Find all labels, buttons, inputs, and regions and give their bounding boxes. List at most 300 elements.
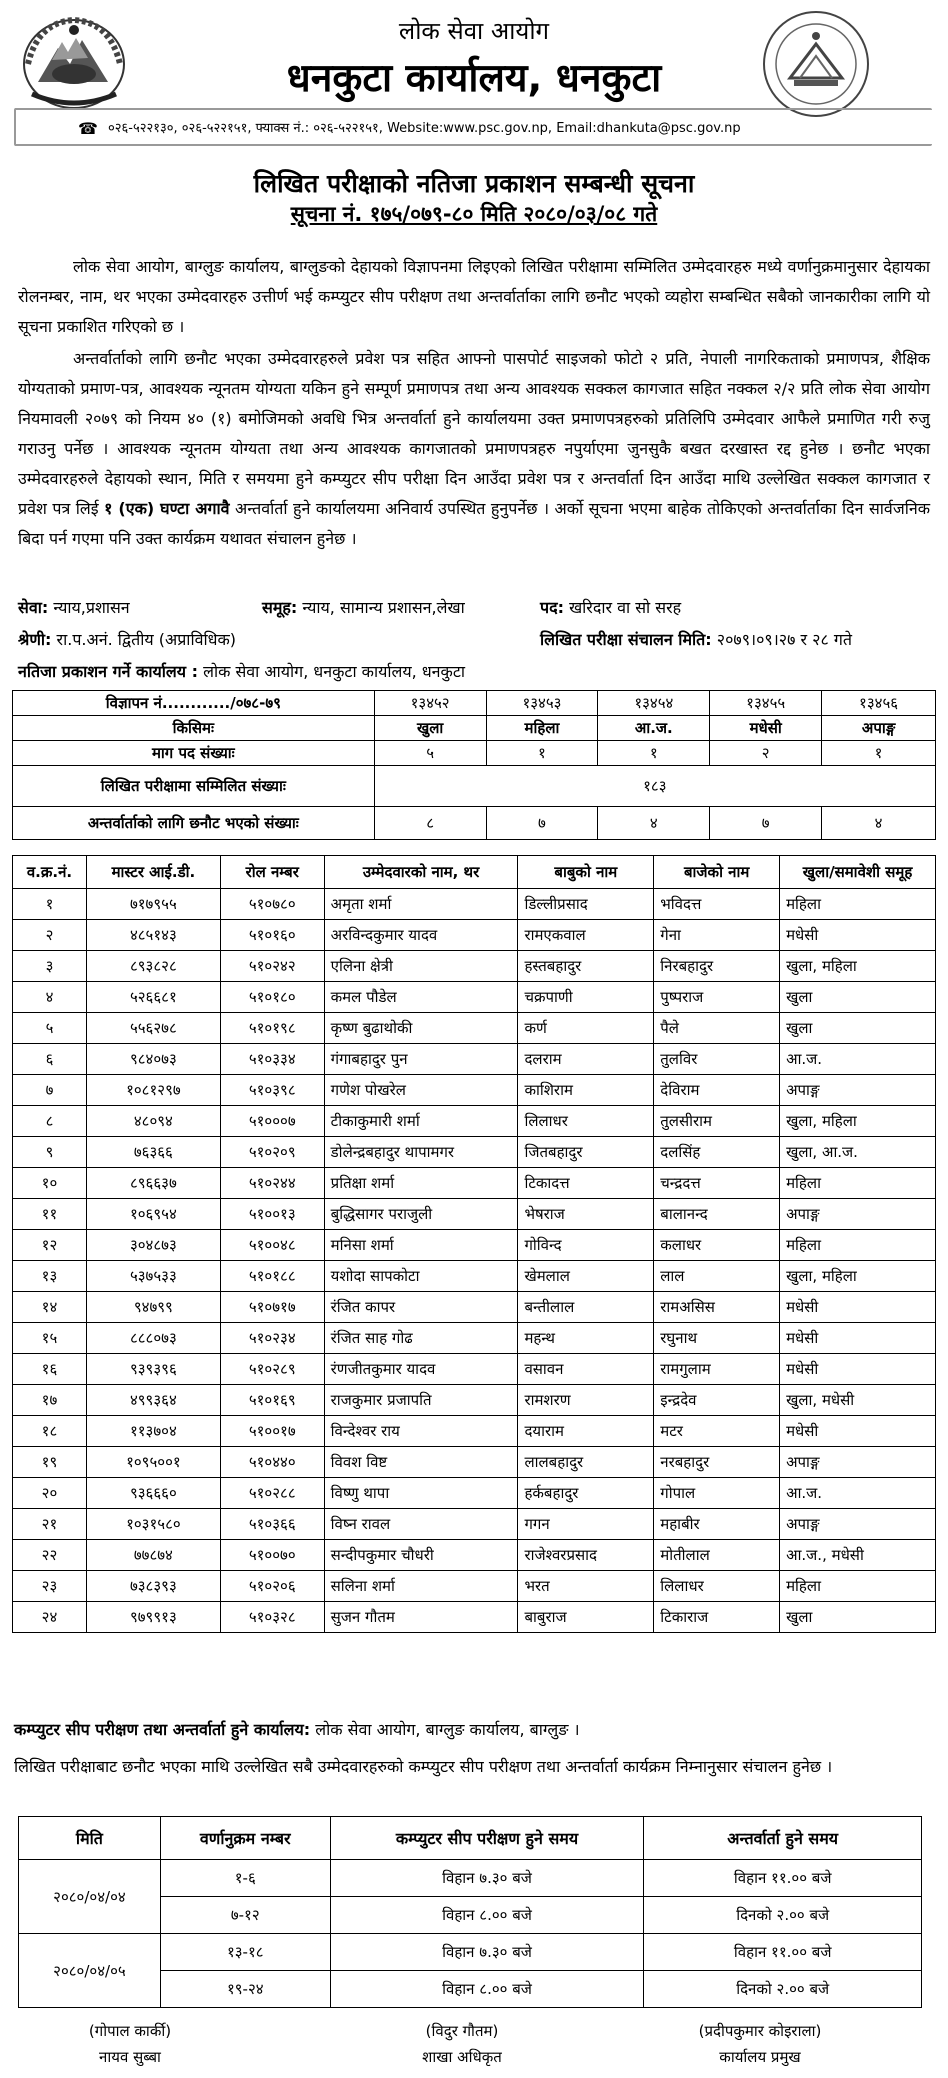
cell-sn: १ [13,889,87,920]
cell-grandfather: गोपाल [654,1478,780,1509]
col-header-grandfather: बाजेको नाम [654,856,780,889]
selected-cell: ७ [710,807,822,840]
table-row [13,1261,936,1292]
paragraph-intro: लोक सेवा आयोग, बाग्लुङ कार्यालय, बाग्लुङको देहायको विज्ञापनमा लिइएको लिखित परीक्षामा सम्मिलित उम्मेदवारहरु मध्ये वर्णानुक्रमानुसार देहायका रोलनम्बर, नाम, थर भएका उम्मेदवारहरु उत्तीर्ण भई कम्प्युटर सीप परीक्षण तथा अन्तर्वार्ताका लागि छनौट भएको व्यहोरा सम्बन्धित सबैको जानकारीका लागि यो सूचना प्रकाशित गरिएको छ । [18,257,930,336]
cell-master-id: ७१७९५५ [86,889,220,920]
cell-father: भेषराज [518,1199,654,1230]
selected-cell: ७ [486,807,598,840]
cell-name: विष्न रावल [324,1509,518,1540]
cell-grandfather: मोतीलाल [654,1540,780,1571]
cell-name: सुजन गौतम [324,1602,518,1633]
signature-block [362,2018,562,2070]
cell-master-id: ४८५१४३ [86,920,220,951]
cell-grandfather: बालानन्द [654,1199,780,1230]
cell-master-id: ८९३८२८ [86,951,220,982]
cell-grandfather: देविराम [654,1075,780,1106]
cell-grandfather: इन्द्रदेव [654,1385,780,1416]
paragraph-schedule: लिखित परीक्षाबाट छनौट भएका माथि उल्लेखित सबै उम्मेदवारहरुको कम्प्युटर सीप परीक्षण तथा अन्तर्वार्ता कार्यक्रम निम्नानुसार संचालन हुनेछ । [14,1757,833,1776]
shreni-value: रा.प.अनं. द्वितीय (अप्राविधिक) [51,630,237,649]
sched-header-date: मिति [19,1817,161,1860]
sched-interview-time: दिनको २.०० बजे [644,1897,922,1934]
table-row [13,1168,936,1199]
cell-sn: ९ [13,1137,87,1168]
pad-field [540,596,681,620]
seva-field [18,596,130,620]
cell-group: खुला [780,982,936,1013]
cell-master-id: ७३८३९३ [86,1571,220,1602]
cell-sn: १३ [13,1261,87,1292]
cell-father: खेमलाल [518,1261,654,1292]
vacancy-row-adv [13,691,936,716]
cell-group: आ.ज. [780,1044,936,1075]
office-name: धनकुटा कार्यालय, धनकुटा [286,56,662,101]
cell-sn: २२ [13,1540,87,1571]
appeared-label: लिखित परीक्षामा सम्मिलित संख्याः [13,766,375,807]
sched-date: २०८०/०४/०५ [19,1934,161,2008]
sched-range: १-६ [160,1860,330,1897]
letterhead [0,0,948,155]
cell-sn: १२ [13,1230,87,1261]
cell-roll: ५१०२३४ [220,1323,324,1354]
publisher-label: नतिजा प्रकाशन गर्ने कार्यालय : [18,662,199,681]
cell-grandfather: निरबहादुर [654,951,780,982]
cell-roll: ५१०२४२ [220,951,324,982]
cell-roll: ५१०३६६ [220,1509,324,1540]
cell-name: अमृता शर्मा [324,889,518,920]
demand-cell: १ [598,741,710,766]
cell-grandfather: मटर [654,1416,780,1447]
cell-sn: १० [13,1168,87,1199]
seva-value: न्याय,प्रशासन [48,598,130,617]
instructions-emphasis: १ (एक) घण्टा अगावै [104,499,230,518]
cell-name: बुद्धिसागर पराजुली [324,1199,518,1230]
table-row [13,1323,936,1354]
pad-value: खरिदार वा सो सरह [563,598,682,617]
cell-master-id: ९८४०७३ [86,1044,220,1075]
cell-grandfather: तुलविर [654,1044,780,1075]
cell-group: महिला [780,1230,936,1261]
contact-bar [14,108,932,146]
cell-sn: २ [13,920,87,951]
selected-cell: ४ [598,807,710,840]
schedule-row [19,1860,922,1897]
cell-group: आ.ज., मधेसी [780,1540,936,1571]
cell-sn: ११ [13,1199,87,1230]
cell-name: सन्दीपकुमार चौधरी [324,1540,518,1571]
exam-date-label: लिखित परीक्षा संचालन मिति: [540,630,712,649]
cell-name: डोलेन्द्रबहादुर थापामगर [324,1137,518,1168]
venue-line [14,1718,580,1740]
cell-grandfather: पुष्पराज [654,982,780,1013]
cell-sn: ८ [13,1106,87,1137]
sched-computer-time: विहान ७.३० बजे [330,1934,644,1971]
notice-title: लिखित परीक्षाको नतिजा प्रकाशन सम्बन्धी सूचना [253,169,695,198]
paragraph-instructions [18,344,930,554]
cell-roll: ५१०१८० [220,982,324,1013]
table-row [13,1602,936,1633]
cell-group: अपाङ्ग [780,1199,936,1230]
demand-label: माग पद संख्याः [13,741,375,766]
cell-roll: ५१०१९८ [220,1013,324,1044]
type-cell: आ.ज. [598,716,710,741]
type-cell: मधेसी [710,716,822,741]
cell-group: खुला [780,1602,936,1633]
sched-header-range: वर्णानुक्रम नम्बर [160,1817,330,1860]
cell-grandfather: तुलसीराम [654,1106,780,1137]
cell-master-id: ७६३६६ [86,1137,220,1168]
col-header-sn: व.क्र.नं. [13,856,87,889]
cell-father: रामएकवाल [518,920,654,951]
exam-date-value: २०७९।०९।२७ र २८ गते [711,630,853,649]
demand-cell: २ [710,741,822,766]
cell-name: विष्णु थापा [324,1478,518,1509]
cell-roll: ५१०७१७ [220,1292,324,1323]
cell-father: रामशरण [518,1385,654,1416]
cell-name: सलिना शर्मा [324,1571,518,1602]
cell-name: मनिसा शर्मा [324,1230,518,1261]
publisher-field [18,660,465,684]
cell-roll: ५१००१७ [220,1416,324,1447]
cell-sn: १९ [13,1447,87,1478]
vacancy-row-appeared [13,766,936,807]
cell-grandfather: रामअसिस [654,1292,780,1323]
cell-group: मधेसी [780,1416,936,1447]
cell-grandfather: भविदत्त [654,889,780,920]
vacancy-row-type [13,716,936,741]
cell-name: कृष्ण बुढाथोकी [324,1013,518,1044]
demand-cell: १ [486,741,598,766]
cell-father: गगन [518,1509,654,1540]
cell-sn: १६ [13,1354,87,1385]
cell-roll: ५१००७० [220,1540,324,1571]
cell-master-id: ९७९९१३ [86,1602,220,1633]
type-label: किसिमः [13,716,375,741]
table-row [13,1354,936,1385]
cell-roll: ५१०१८८ [220,1261,324,1292]
cell-roll: ५१०३९८ [220,1075,324,1106]
cell-roll: ५१०१६९ [220,1385,324,1416]
cell-father: दलराम [518,1044,654,1075]
venue-value: लोक सेवा आयोग, बाग्लुङ कार्यालय, बाग्लुङ । [310,1720,580,1739]
signatory-name: (प्रदीपकुमार कोइराला) [698,2022,822,2040]
table-row [13,1044,936,1075]
cell-group: अपाङ्ग [780,1447,936,1478]
adv-label: विज्ञापन नं............/०७८-७९ [13,691,375,716]
cell-master-id: १०९५००१ [86,1447,220,1478]
sched-interview-time: विहान ११.०० बजे [644,1934,922,1971]
pad-label: पद: [540,598,564,617]
cell-master-id: १०८१२९७ [86,1075,220,1106]
contact-details: ०२६-५२२१३०, ०२६-५२२१५१, फ्याक्स नं.: ०२६-५२२१५१, Website:www.psc.gov.np, Email:dhankuta@psc.gov.np [108,121,741,136]
schedule-row [19,1934,922,1971]
signature-block [30,2018,230,2070]
cell-sn: १७ [13,1385,87,1416]
cell-name: विवश विष्ट [324,1447,518,1478]
table-row [13,1199,936,1230]
exam-date-field [540,628,852,652]
cell-master-id: ९३९३९६ [86,1354,220,1385]
publisher-value: लोक सेवा आयोग, धनकुटा कार्यालय, धनकुटा [198,662,466,681]
cell-grandfather: चन्द्रदत्त [654,1168,780,1199]
cell-roll: ५१०२०६ [220,1571,324,1602]
sched-computer-time: विहान ८.०० बजे [330,1897,644,1934]
schedule-header-row [19,1817,922,1860]
cell-sn: ६ [13,1044,87,1075]
cell-group: अपाङ्ग [780,1509,936,1540]
cell-father: महन्थ [518,1323,654,1354]
sched-range: ७-१२ [160,1897,330,1934]
cell-grandfather: टिकाराज [654,1602,780,1633]
table-row [13,1230,936,1261]
signatory-name: (गोपाल कार्की) [88,2022,172,2040]
cell-master-id: ९३६६६० [86,1478,220,1509]
cell-name: रंणजीतकुमार यादव [324,1354,518,1385]
demand-cell: १ [822,741,936,766]
cell-sn: २४ [13,1602,87,1633]
cell-master-id: ११३७०४ [86,1416,220,1447]
cell-grandfather: कलाधर [654,1230,780,1261]
cell-father: बन्तीलाल [518,1292,654,1323]
cell-name: प्रतिक्षा शर्मा [324,1168,518,1199]
sched-range: १३-१८ [160,1934,330,1971]
cell-grandfather: नरबहादुर [654,1447,780,1478]
cell-master-id: ७७८७४ [86,1540,220,1571]
table-row [13,920,936,951]
cell-group: खुला, महिला [780,1261,936,1292]
samuha-value: न्याय, सामान्य प्रशासन,लेखा [297,598,465,617]
cell-sn: ७ [13,1075,87,1106]
table-row [13,1292,936,1323]
cell-father: गोविन्द [518,1230,654,1261]
cell-father: राजेश्वरप्रसाद [518,1540,654,1571]
cell-name: कमल पौडेल [324,982,518,1013]
cell-grandfather: महाबीर [654,1509,780,1540]
cell-master-id: ५२६६८१ [86,982,220,1013]
sched-interview-time: विहान ११.०० बजे [644,1860,922,1897]
instructions-text-end: अन्तर्वार्ता हुने कार्यालयमा अनिवार्य उपस्थित हुनुपर्नेछ । अर्को सूचना भएमा बाहेक तोकिएको अन्तर्वार्ताका दिन सार्वजनिक बिदा पर्न गएमा पनि उक्त कार्यक्रम यथावत संचालन हुनेछ । [18,499,931,548]
col-header-roll: रोल नम्बर [220,856,324,889]
cell-group: महिला [780,889,936,920]
cell-grandfather: लिलाधर [654,1571,780,1602]
cell-father: लालबहादुर [518,1447,654,1478]
cell-grandfather: पैले [654,1013,780,1044]
telephone-icon: ☎ [78,119,98,138]
cell-roll: ५१०२०९ [220,1137,324,1168]
adv-no: १३४५२ [374,691,486,716]
cell-father: चक्रपाणी [518,982,654,1013]
cell-group: खुला, आ.ज. [780,1137,936,1168]
samuha-label: समूह: [262,598,298,617]
cell-sn: २० [13,1478,87,1509]
cell-father: लिलाधर [518,1106,654,1137]
table-row [13,1540,936,1571]
cell-group: मधेसी [780,1292,936,1323]
seva-label: सेवा: [18,598,49,617]
cell-grandfather: गेना [654,920,780,951]
cell-name: अरविन्दकुमार यादव [324,920,518,951]
cell-master-id: १०३१५८० [86,1509,220,1540]
vacancy-table [12,690,936,840]
cell-group: महिला [780,1571,936,1602]
cell-sn: ४ [13,982,87,1013]
samuha-field [262,596,465,620]
sched-computer-time: विहान ८.०० बजे [330,1971,644,2008]
cell-father: काशिराम [518,1075,654,1106]
cell-father: कर्ण [518,1013,654,1044]
notice-subtitle: सूचना नं. १७५/०७९-८० मिति २०८०/०३/०८ गते [290,202,658,226]
cell-sn: ३ [13,951,87,982]
cell-master-id: ३०४८७३ [86,1230,220,1261]
cell-name: राजकुमार प्रजापति [324,1385,518,1416]
col-header-father: बाबुको नाम [518,856,654,889]
table-row [13,1013,936,1044]
cell-father: डिल्लीप्रसाद [518,889,654,920]
signatory-name: (विदुर गौतम) [425,2022,499,2040]
type-cell: महिला [486,716,598,741]
cell-group: खुला, मधेसी [780,1385,936,1416]
cell-roll: ५१०४४० [220,1447,324,1478]
candidate-rows [13,889,936,1633]
cell-master-id: ८८८०७३ [86,1323,220,1354]
cell-sn: ५ [13,1013,87,1044]
cell-father: टिकादत्त [518,1168,654,1199]
sched-date: २०८०/०४/०४ [19,1860,161,1934]
col-header-name: उम्मेदवारको नाम, थर [324,856,518,889]
cell-roll: ५१०००७ [220,1106,324,1137]
selected-label: अन्तर्वार्ताको लागि छनौट भएको संख्याः [13,807,375,840]
cell-roll: ५१०२८९ [220,1354,324,1385]
schedule-table [18,1816,922,2008]
org-name: लोक सेवा आयोग [398,17,550,45]
table-row [13,1075,936,1106]
sched-header-interview: अन्तर्वार्ता हुने समय [644,1817,922,1860]
cell-roll: ५१०३२८ [220,1602,324,1633]
cell-name: गणेश पोखरेल [324,1075,518,1106]
table-row [13,951,936,982]
cell-grandfather: रघुनाथ [654,1323,780,1354]
adv-no: १३४५६ [822,691,936,716]
cell-father: भरत [518,1571,654,1602]
cell-name: टीकाकुमारी शर्मा [324,1106,518,1137]
cell-name: एलिना क्षेत्री [324,951,518,982]
table-row [13,982,936,1013]
table-row [13,1137,936,1168]
cell-master-id: ९४७९९ [86,1292,220,1323]
cell-sn: १४ [13,1292,87,1323]
table-row [13,1509,936,1540]
venue-label: कम्प्युटर सीप परीक्षण तथा अन्तर्वार्ता हुने कार्यालय: [14,1720,311,1739]
vacancy-row-selected [13,807,936,840]
candidate-table [12,855,936,1633]
cell-roll: ५१०२८८ [220,1478,324,1509]
cell-roll: ५१०७८० [220,889,324,920]
cell-master-id: ४९९३६४ [86,1385,220,1416]
signatory-title: नायव सुब्बा [99,2048,161,2066]
table-row [13,889,936,920]
cell-name: रंजित साह गोढ [324,1323,518,1354]
table-row [13,1416,936,1447]
cell-roll: ५१००४८ [220,1230,324,1261]
cell-master-id: ५३७५३३ [86,1261,220,1292]
col-header-group: खुला/समावेशी समूह [780,856,936,889]
cell-sn: २३ [13,1571,87,1602]
cell-group: अपाङ्ग [780,1075,936,1106]
cell-group: खुला, महिला [780,1106,936,1137]
vacancy-row-demand [13,741,936,766]
adv-no: १३४५३ [486,691,598,716]
sched-interview-time: दिनको २.०० बजे [644,1971,922,2008]
cell-grandfather: रामगुलाम [654,1354,780,1385]
type-cell: खुला [374,716,486,741]
cell-roll: ५१०२४४ [220,1168,324,1199]
table-row [13,1106,936,1137]
cell-group: मधेसी [780,920,936,951]
cell-father: हस्तबहादुर [518,951,654,982]
candidate-header-row [13,856,936,889]
cell-roll: ५१०१६० [220,920,324,951]
cell-group: आ.ज. [780,1478,936,1509]
cell-grandfather: लाल [654,1261,780,1292]
cell-sn: १५ [13,1323,87,1354]
cell-roll: ५१०३३४ [220,1044,324,1075]
cell-master-id: ८९६६३७ [86,1168,220,1199]
signatory-title: शाखा अधिकृत [422,2048,502,2066]
cell-sn: २१ [13,1509,87,1540]
selected-cell: ४ [822,807,936,840]
cell-group: खुला [780,1013,936,1044]
signatory-title: कार्यालय प्रमुख [719,2048,801,2066]
type-cell: अपाङ्ग [822,716,936,741]
cell-name: विन्देश्वर राय [324,1416,518,1447]
cell-name: गंगाबहादुर पुन [324,1044,518,1075]
cell-name: रंजित कापर [324,1292,518,1323]
cell-name: यशोदा सापकोटा [324,1261,518,1292]
table-row [13,1478,936,1509]
cell-father: वसावन [518,1354,654,1385]
adv-no: १३४५४ [598,691,710,716]
shreni-label: श्रेणी: [18,630,52,649]
cell-master-id: ४८०९४ [86,1106,220,1137]
appeared-cell: १८३ [374,766,935,807]
demand-cell: ५ [374,741,486,766]
signature-block [660,2018,860,2070]
cell-sn: १८ [13,1416,87,1447]
cell-roll: ५१००१३ [220,1199,324,1230]
cell-group: मधेसी [780,1354,936,1385]
cell-group: महिला [780,1168,936,1199]
cell-grandfather: दलसिंह [654,1137,780,1168]
sched-header-computer: कम्प्युटर सीप परीक्षण हुने समय [330,1817,644,1860]
selected-cell: ८ [374,807,486,840]
cell-father: हर्कबहादुर [518,1478,654,1509]
table-row [13,1447,936,1478]
col-header-master-id: मास्टर आई.डी. [86,856,220,889]
psc-seal-icon [760,8,872,120]
cell-father: जितबहादुर [518,1137,654,1168]
adv-no: १३४५५ [710,691,822,716]
table-row [13,1571,936,1602]
cell-group: खुला, महिला [780,951,936,982]
cell-group: मधेसी [780,1323,936,1354]
instructions-text: अन्तर्वार्ताको लागि छनौट भएका उम्मेदवारहरुले प्रवेश पत्र सहित आफ्नो पासपोर्ट साइजको फोटो २ प्रति, नेपाली नागरिकताको प्रमाणपत्र, शैक्षिक योग्यताको प्रमाण-पत्र, आवश्यक न्यूनतम योग्यता यकिन हुने सम्पूर्ण प्रमाणपत्र तथा अन्य आवश्यक सक्कल कागजात सहित नक्कल २/२ प्रति लोक सेवा आयोग नियमावली २०७९ को नियम ४० (१) बमोजिमको अवधि भित्र अन्तर्वार्ता हुने कार्यालयमा उक्त प्रमाणपत्रहरुको प्रतिलिपि उम्मेदवार आफैले प्रमाणित गरी रुजु गराउनु पर्नेछ । आवश्यक न्यूनतम योग्यता तथा अन्य आवश्यक कागजातको प्रमाणपत्रहरु नपुर्याएमा जुनसुकै बखत दरखास्त रद्द हुनेछ । छनौट भएका उम्मेदवारहरुले देहायको स्थान, मिति र समयमा हुने कम्प्युटर सीप परीक्षा दिन आउँदा प्रवेश पत्र र अन्तर्वार्ता दिन आउँदा माथि उल्लेखित सक्कल कागजात र प्रवेश पत्र लिई [18,349,930,518]
cell-father: दयाराम [518,1416,654,1447]
cell-master-id: १०६९५४ [86,1199,220,1230]
cell-master-id: ५५६२७८ [86,1013,220,1044]
table-row [13,1385,936,1416]
shreni-field [18,628,236,652]
cell-father: बाबुराज [518,1602,654,1633]
sched-computer-time: विहान ७.३० बजे [330,1860,644,1897]
